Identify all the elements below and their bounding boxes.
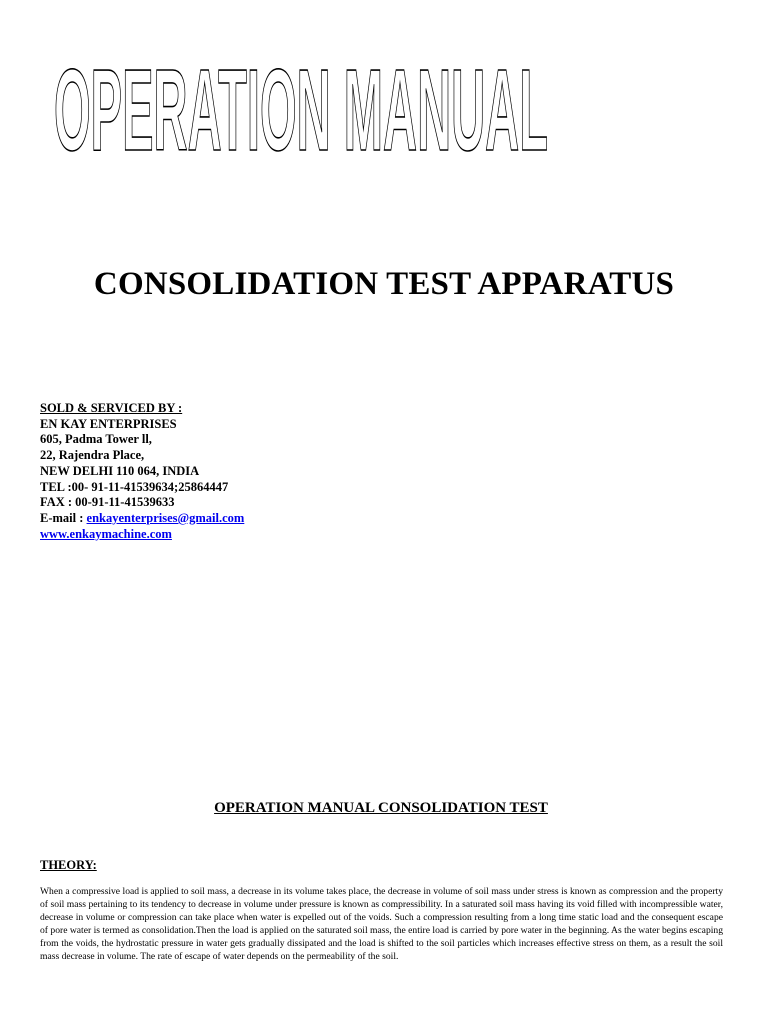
main-heading: CONSOLIDATION TEST APPARATUS [93,266,675,302]
address-line-3: NEW DELHI 110 064, INDIA [40,463,200,478]
seller-block [40,401,244,542]
fax: FAX : 00-91-11-41539633 [40,495,175,510]
sold-serviced-label: SOLD & SERVICED BY : [40,401,183,415]
website-line [40,527,244,543]
big-title: OPERATION MANUAL [54,52,548,162]
section-title: OPERATION MANUAL CONSOLIDATION TEST [214,800,548,816]
theory-label: THEORY: [40,858,97,872]
theory-paragraph: When a compressive load is applied to soil mass, a decrease in its volume takes place, the decrease in volume of soil mass under stress is known as compression and the property of soil mass pertaining to its tendency to decrease in volume under pressure is known as compressibility. In a saturated soil mass having its void filled with incompressible water, decrease in volume or compression can take place when water is expelled out of the voids. Such a compression resulting from a long time static load and the consequent escape of pore water is termed as consolidation.Then the load is applied on the saturated soil mass, the entire load is carried by pore water in the beginning. As the water begins escaping from the voids, the hydrostatic pressure in water gets gradually dissipated and the load is shifted to the soil particles which increases effective stress on them, as a result the soil mass decrease in volume. The rate of escape of water depends on the permeability of the soil. [40,886,723,962]
address-line-2: 22, Rajendra Place, [40,448,145,463]
email-label: E-mail : [40,510,87,525]
company-name: EN KAY ENTERPRISES [40,416,177,431]
email-line [40,511,244,527]
telephone: TEL :00- 91-11-41539634;25864447 [40,479,229,494]
address-line-1: 605, Padma Tower ll, [40,432,152,447]
website-link[interactable]: www.enkaymachine.com [40,526,172,541]
email-link[interactable]: enkayenterprises@gmail.com [86,510,245,525]
big-title-outline [52,52,572,162]
